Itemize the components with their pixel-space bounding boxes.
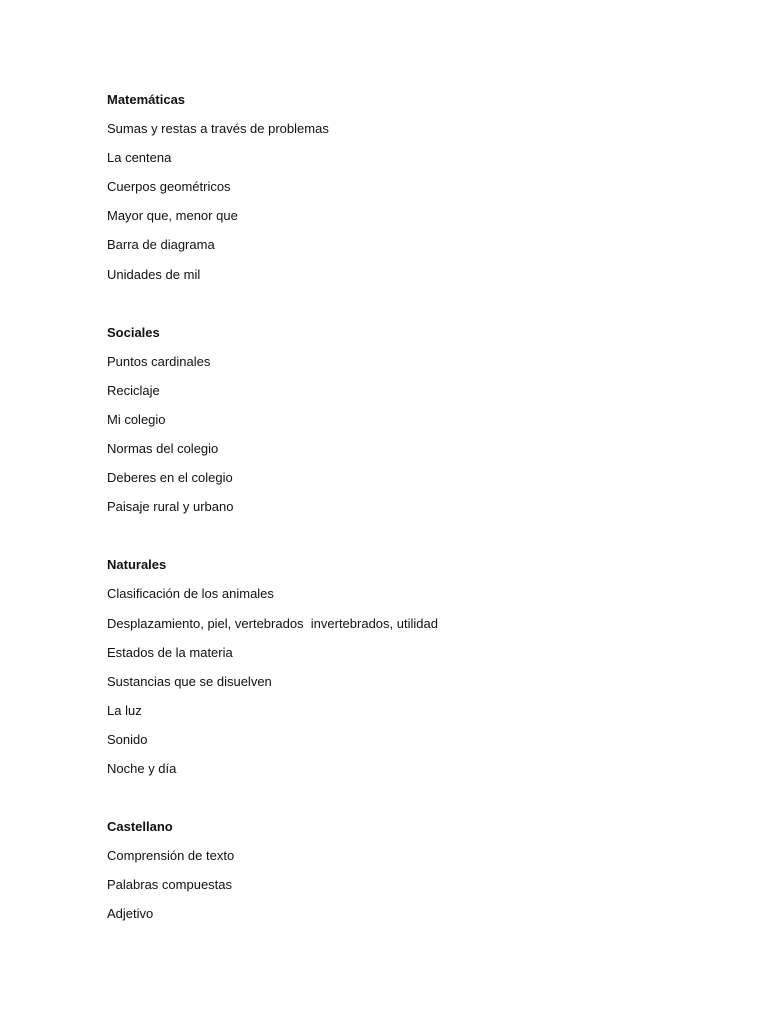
section-heading: Sociales xyxy=(107,324,160,340)
list-item: Noche y día xyxy=(107,760,177,776)
list-item: Mayor que, menor que xyxy=(107,208,238,224)
section-castellano xyxy=(107,816,727,932)
list-item: Deberes en el colegio xyxy=(107,470,233,486)
list-item: Adjetivo xyxy=(107,906,154,922)
list-item: La luz xyxy=(107,702,142,718)
section-sociales xyxy=(107,322,727,526)
list-item: Barra de diagrama xyxy=(107,237,215,253)
section-heading: Castellano xyxy=(107,819,173,835)
list-item: Unidades de mil xyxy=(107,266,201,282)
list-item: Comprensión de texto xyxy=(107,848,235,864)
list-item: Palabras compuestas xyxy=(107,877,233,893)
list-item: La centena xyxy=(107,150,172,166)
section-heading: Naturales xyxy=(107,557,167,573)
list-item: Normas del colegio xyxy=(107,441,219,457)
list-item: Reciclaje xyxy=(107,382,160,398)
document-page xyxy=(107,89,727,961)
list-item: Cuerpos geométricos xyxy=(107,179,231,195)
section-naturales xyxy=(107,554,727,787)
section-heading: Matemáticas xyxy=(107,92,186,107)
list-item: Sonido xyxy=(107,731,148,747)
list-item: Mi colegio xyxy=(107,411,166,427)
list-item: Sustancias que se disuelven xyxy=(107,673,272,689)
section-matematicas xyxy=(107,89,727,293)
list-item: Paisaje rural y urbano xyxy=(107,499,234,515)
list-item: Clasificación de los animales xyxy=(107,586,274,602)
list-item: Sumas y restas a través de problemas xyxy=(107,121,329,137)
list-item: Desplazamiento, piel, vertebrados invertebrados, utilidad xyxy=(107,615,438,631)
list-item: Puntos cardinales xyxy=(107,353,211,369)
list-item: Estados de la materia xyxy=(107,644,233,660)
